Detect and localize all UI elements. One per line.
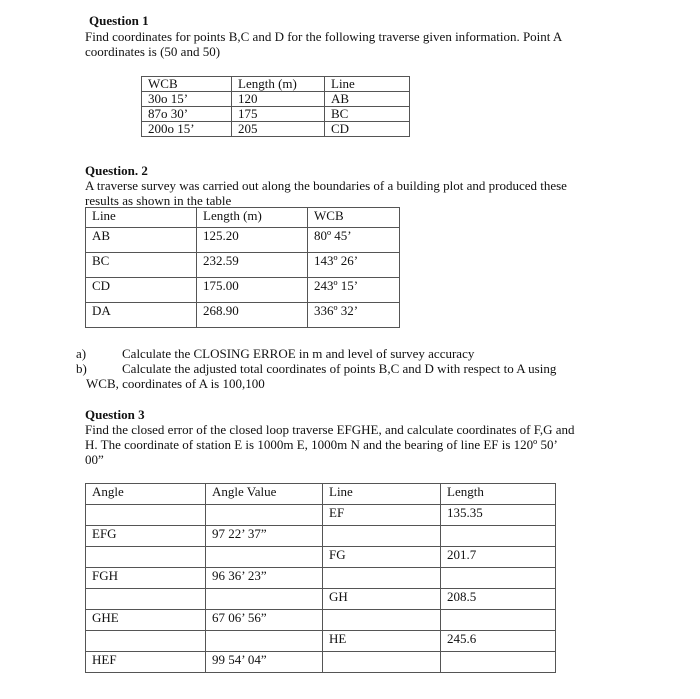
table-cell [323,610,441,631]
table-cell [441,568,556,589]
q3-table [85,483,556,673]
table-header-cell: Length (m) [197,208,308,228]
q2-text-line2: results as shown in the table [85,193,232,208]
table-cell: BC [325,107,410,122]
table-cell: EF [323,505,441,526]
table-cell [441,652,556,673]
table-cell: 80º 45’ [308,228,400,253]
table-header-cell: Line [323,484,441,505]
table-cell [323,652,441,673]
table-cell: 208.5 [441,589,556,610]
table-header-cell: Length (m) [232,77,325,92]
table-header-cell: WCB [308,208,400,228]
table-row [142,92,410,107]
table-cell [441,610,556,631]
table-row [86,652,556,673]
table-header-cell: Length [441,484,556,505]
table-row [142,122,410,137]
table-cell: HEF [86,652,206,673]
table-cell: 201.7 [441,547,556,568]
q2-item-a-text: Calculate the CLOSING ERROE in m and level of survey accuracy [122,346,475,361]
table-cell: 99 54’ 04” [206,652,323,673]
table-cell: 175 [232,107,325,122]
q2-item-a-marker: a) [76,346,87,361]
table-cell: 243º 15’ [308,278,400,303]
table-cell [86,589,206,610]
table-cell: 96 36’ 23” [206,568,323,589]
table-header-row [86,208,400,228]
table-row [86,631,556,652]
table-cell [86,631,206,652]
table-cell [206,547,323,568]
table-cell: AB [86,228,197,253]
table-cell: 67 06’ 56” [206,610,323,631]
table-cell [86,547,206,568]
table-cell: 232.59 [197,253,308,278]
table-row [86,589,556,610]
table-cell [323,526,441,547]
q3-text-line1: Find the closed error of the closed loop traverse EFGHE, and calculate coordinates of F,G and [85,422,575,437]
table-header-cell: Angle Value [206,484,323,505]
table-cell: FGH [86,568,206,589]
table-cell: 30o 15’ [142,92,232,107]
table-cell [206,505,323,526]
q3-text-line2: H. The coordinate of station E is 1000m E, 1000m N and the bearing of line EF is 120º 50’ [85,437,558,452]
table-cell: 200o 15’ [142,122,232,137]
table-cell: GHE [86,610,206,631]
table-cell [206,589,323,610]
table-header-cell: WCB [142,77,232,92]
table-cell: AB [325,92,410,107]
table-cell: 268.90 [197,303,308,328]
table-cell [441,526,556,547]
table-cell: 120 [232,92,325,107]
table-header-cell: Angle [86,484,206,505]
table-cell [323,568,441,589]
table-cell: 175.00 [197,278,308,303]
table-cell [206,631,323,652]
table-header-cell: Line [86,208,197,228]
q2-item-b-text: Calculate the adjusted total coordinates of points B,C and D with respect to A using [122,361,557,376]
table-cell: CD [325,122,410,137]
table-cell: 135.35 [441,505,556,526]
q1-table [141,76,410,137]
table-row [86,568,556,589]
table-row [86,610,556,631]
table-cell: 336º 32’ [308,303,400,328]
table-cell: 125.20 [197,228,308,253]
table-cell: HE [323,631,441,652]
table-cell: 143º 26’ [308,253,400,278]
q2-item-b-marker: b) [76,361,87,376]
q1-text-line1: Find coordinates for points B,C and D for the following traverse given information. Point A [85,29,563,44]
table-cell: 245.6 [441,631,556,652]
table-header-row [86,484,556,505]
q2-text-line1: A traverse survey was carried out along the boundaries of a building plot and produced these [85,178,567,193]
table-cell [86,505,206,526]
table-row [86,228,400,253]
q2-item-b-text-line2: WCB, coordinates of A is 100,100 [86,376,265,391]
table-cell: BC [86,253,197,278]
table-row [86,547,556,568]
table-header-cell: Line [325,77,410,92]
table-cell: CD [86,278,197,303]
table-cell: EFG [86,526,206,547]
table-cell: GH [323,589,441,610]
q1-text-line2: coordinates is (50 and 50) [85,44,221,59]
table-row [86,526,556,547]
table-cell: FG [323,547,441,568]
q3-title: Question 3 [85,407,145,422]
q3-text-line3: 00” [85,452,104,467]
table-row [86,278,400,303]
table-header-row [142,77,410,92]
table-row [142,107,410,122]
q1-title: Question 1 [89,13,149,28]
q2-title: Question. 2 [85,163,148,178]
table-cell: DA [86,303,197,328]
table-row [86,253,400,278]
q2-table [85,207,400,328]
table-cell: 97 22’ 37” [206,526,323,547]
table-row [86,505,556,526]
table-row [86,303,400,328]
table-cell: 205 [232,122,325,137]
table-cell: 87o 30’ [142,107,232,122]
